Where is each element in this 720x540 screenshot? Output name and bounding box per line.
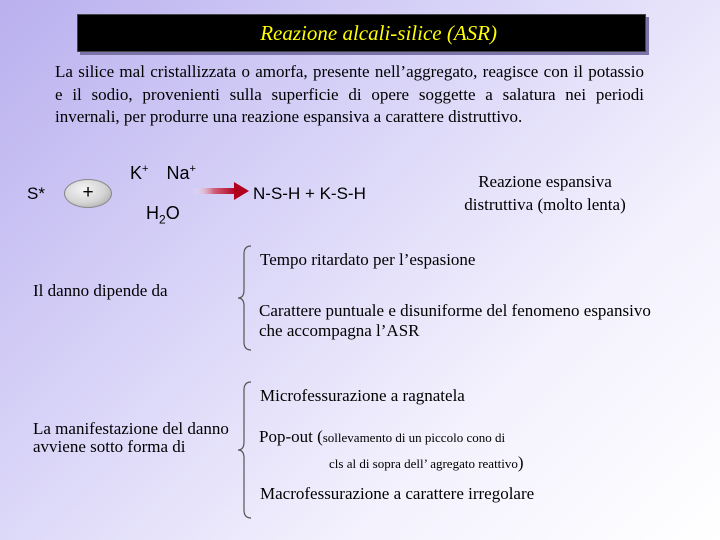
ions-label <box>130 163 196 184</box>
silica-symbol: S* <box>27 184 45 203</box>
ion-sodium: Na <box>166 163 190 183</box>
plus-circle-icon: + <box>64 179 112 208</box>
water-subscript: 2 <box>159 212 166 227</box>
manifestation-macro: Macrofessurazione a carattere irregolare <box>260 484 535 503</box>
intro-paragraph: La silice mal cristallizzata o amorfa, presente nell’aggregato, reagisce con il potassio e il sodio, provenienti sulla superficie di opere soggette a salatura nei periodi invernali, per produrre una reazione espansiva a carattere distruttivo. <box>55 62 644 126</box>
popout-note-1: sollevamento di un piccolo cono di <box>322 430 506 445</box>
damage-brace-icon <box>236 244 254 352</box>
manifestation-brace-icon <box>236 380 254 520</box>
reaction-products: N-S-H + K-S-H <box>253 184 366 203</box>
popout-continuation <box>329 453 524 473</box>
reaction-result <box>440 170 650 216</box>
result-line-2: distruttiva (molto lenta) <box>464 195 626 214</box>
ion-charge: + <box>189 163 196 175</box>
reaction-arrow-icon <box>192 180 250 202</box>
slide-title: Reazione alcali-silice (ASR) <box>260 21 497 45</box>
manifestation-popout <box>259 427 505 447</box>
popout-main: Pop-out ( <box>259 427 323 446</box>
ion-potassium: K <box>130 163 143 183</box>
title-bar <box>77 14 646 52</box>
water-h: H <box>146 203 159 223</box>
damage-label: Il danno dipende da <box>33 281 168 300</box>
popout-note-2: cls al di sopra dell’ agregato reattivo <box>329 456 518 471</box>
water-label <box>146 203 180 227</box>
manifestation-micro: Microfessurazione a ragnatela <box>260 386 465 405</box>
water-o: O <box>165 203 180 223</box>
ion-charge: + <box>142 163 149 175</box>
popout-close: ) <box>517 453 524 472</box>
result-line-1: Reazione espansiva <box>478 172 612 191</box>
damage-factor-2: Carattere puntuale e disuniforme del fenomeno espansivo che accompagna l’ASR <box>259 301 651 340</box>
manifestation-label: La manifestazione del danno avviene sotto forma di <box>33 419 229 456</box>
damage-factor-1: Tempo ritardato per l’espasione <box>260 250 476 269</box>
